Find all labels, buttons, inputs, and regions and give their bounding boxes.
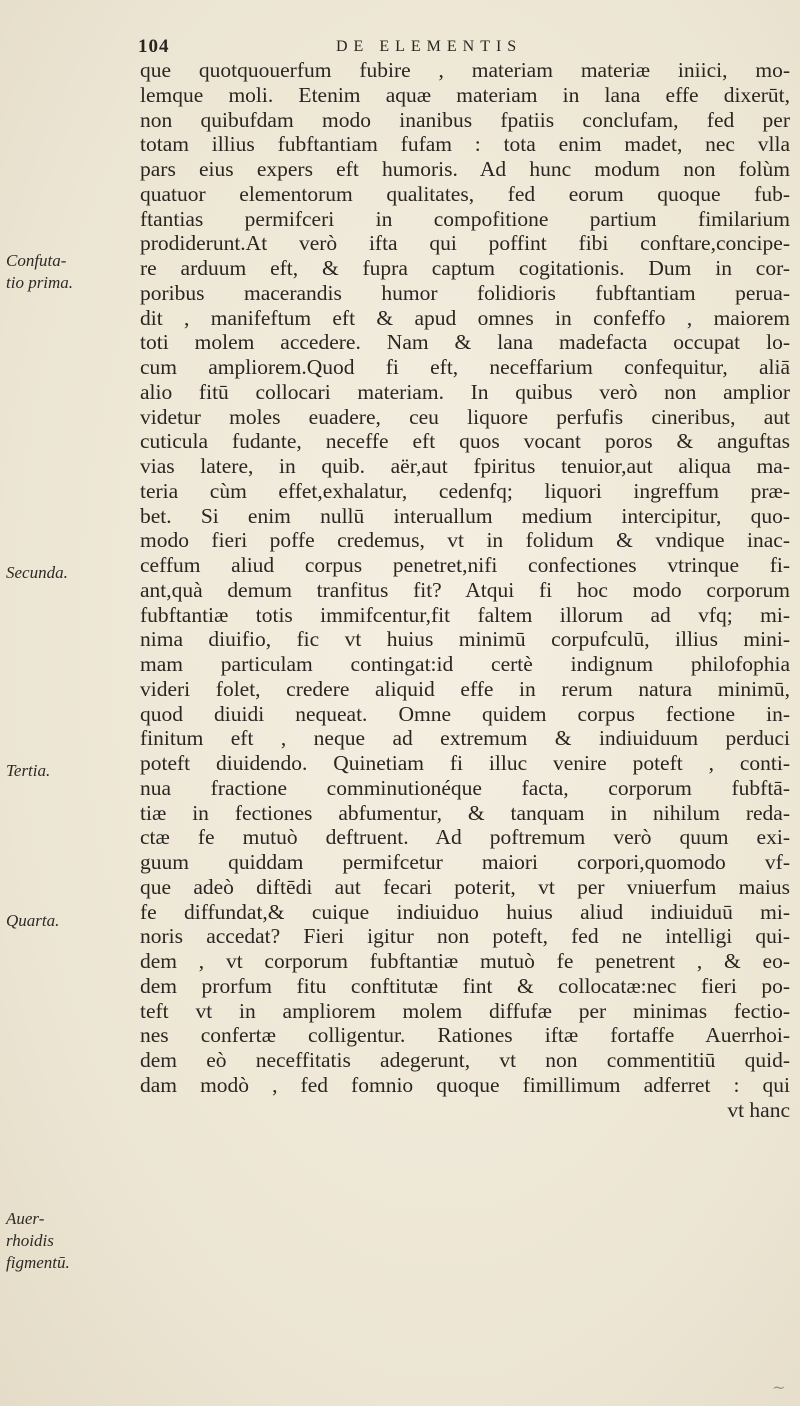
text-line: toti molem accedere. Nam & lana madefacta occupat lo- (140, 330, 790, 355)
text-line: que quotquouerfum fubire , materiam materiæ iniici, mo- (140, 58, 790, 82)
text-line: poteft diuidendo. Quinetiam fi illuc venire poteft , conti- (140, 751, 790, 775)
text-line: nima diuifio, fic vt huius minimū corpufculū, illius mini- (140, 627, 790, 652)
text-line: finitum eft , neque ad extremum & indiuiduum perduci (140, 726, 790, 751)
text-line: ctæ fe mutuò deftruent. Ad poftremum verò quum exi- (140, 825, 790, 850)
margin-note-confutatio (6, 250, 132, 294)
margin-note-quarta (6, 910, 132, 932)
body-text (140, 58, 790, 1122)
text-line: dem eò neceffitatis adegerunt, vt non commentitiū quid- (140, 1048, 790, 1072)
margin-note-line: Quarta. (6, 911, 60, 930)
margin-note-secunda (6, 562, 132, 584)
running-head: DE ELEMENTIS (336, 38, 523, 55)
text-line: vias latere, in quib. aër,aut fpiritus tenuior,aut aliqua ma- (140, 454, 790, 478)
ink-mark: ~ (772, 1378, 786, 1397)
margin-note-auerrhoidis (6, 1208, 132, 1274)
text-line: nes confertæ colligentur. Rationes iftæ fortaffe Auerrhoi- (140, 1023, 790, 1048)
text-line: prodiderunt.At verò ifta qui poffint fibi conftare,concipe- (140, 231, 790, 256)
text-line: fubftantiæ totis immifcentur,fit faltem illorum ad vfq; mi- (140, 602, 790, 627)
text-line: guum quiddam permifcetur maiori corpori,quomodo vf- (140, 850, 790, 874)
text-line: nua fractione comminutionéque facta, corporum fubftā- (140, 775, 790, 800)
text-line: pars eius expers eft humoris. Ad hunc modum non folùm (140, 157, 790, 181)
text-line: alio fitū collocari materiam. In quibus verò non amplior (140, 379, 790, 404)
text-line: que adeò diftēdi aut fecari poterit, vt per vniuerfum maius (140, 874, 790, 899)
text-line: bet. Si enim nullū interuallum medium intercipitur, quo- (140, 503, 790, 528)
text-line: noris accedat? Fieri igitur non poteft, fed ne intelligi qui- (140, 924, 790, 949)
text-line: teria cùm effet,exhalatur, cedenfq; liquori ingreffum præ- (140, 478, 790, 503)
text-line: mam particulam contingat:id certè indignum philofophia (140, 652, 790, 676)
text-line: poribus macerandis humor folidioris fubftantiam perua- (140, 280, 790, 305)
margin-note-line: Auer- (6, 1209, 45, 1228)
margin-note-line: rhoidis (6, 1231, 54, 1250)
text-line: lemque moli. Etenim aquæ materiam in lana effe dixerūt, (140, 82, 790, 107)
catchword: vt hanc (727, 1097, 790, 1122)
margin-note-line: Secunda. (6, 563, 68, 582)
text-line: dem , vt corporum fubftantiæ mutuò fe penetrent , & eo- (140, 949, 790, 973)
text-line: dem prorfum fitu conftitutæ fint & collocatæ:nec fieri po- (140, 973, 790, 998)
text-line: ftantias permifceri in compofitione partium fimilarium (140, 206, 790, 231)
page-number: 104 (138, 36, 170, 57)
text-line: ceffum aliud corpus penetret,nifi confectiones vtrinque fi- (140, 553, 790, 577)
text-line: cuticula fudante, neceffe eft quos vocant poros & anguftas (140, 429, 790, 454)
text-line: modo fieri poffe credemus, vt in folidum & vndique inac- (140, 528, 790, 553)
text-line: re arduum eft, & fupra captum cogitationis. Dum in cor- (140, 256, 790, 280)
text-line: quod diuidi nequeat. Omne quidem corpus fectione in- (140, 701, 790, 726)
text-line: ant,quà demum tranfitus fit? Atqui fi hoc modo corporum (140, 577, 790, 602)
text-line: dit , manifeftum eft & apud omnes in confeffo , maiorem (140, 305, 790, 330)
margin-note-tertia (6, 760, 132, 782)
margin-note-line: Tertia. (6, 761, 51, 780)
text-line: quatuor elementorum qualitates, fed eorum quoque fub- (140, 181, 790, 206)
text-line: cum ampliorem.Quod fi eft, neceffarium confequitur, aliā (140, 355, 790, 379)
text-line: tiæ in fectiones abfumentur, & tanquam in nihilum reda- (140, 800, 790, 825)
page-header (138, 36, 778, 60)
text-line: fe diffundat,& cuique indiuiduo huius aliud indiuiduū mi- (140, 899, 790, 924)
text-line: dam modò , fed fomnio quoque fimillimum adferret : qui (140, 1072, 790, 1097)
margin-note-line: tio prima. (6, 273, 74, 292)
text-line: teft vt in ampliorem molem diffufæ per minimas fectio- (140, 998, 790, 1023)
margin-note-line: figmentū. (6, 1253, 70, 1272)
text-line: totam illius fubftantiam fufam : tota enim madet, nec vlla (140, 132, 790, 157)
text-line: videri folet, credere aliquid effe in rerum natura minimū, (140, 676, 790, 701)
text-line: non quibufdam modo inanibus fpatiis conclufam, fed per (140, 107, 790, 132)
margin-note-line: Confuta- (6, 251, 67, 270)
text-line: videtur moles euadere, ceu liquore perfufis cineribus, aut (140, 404, 790, 429)
